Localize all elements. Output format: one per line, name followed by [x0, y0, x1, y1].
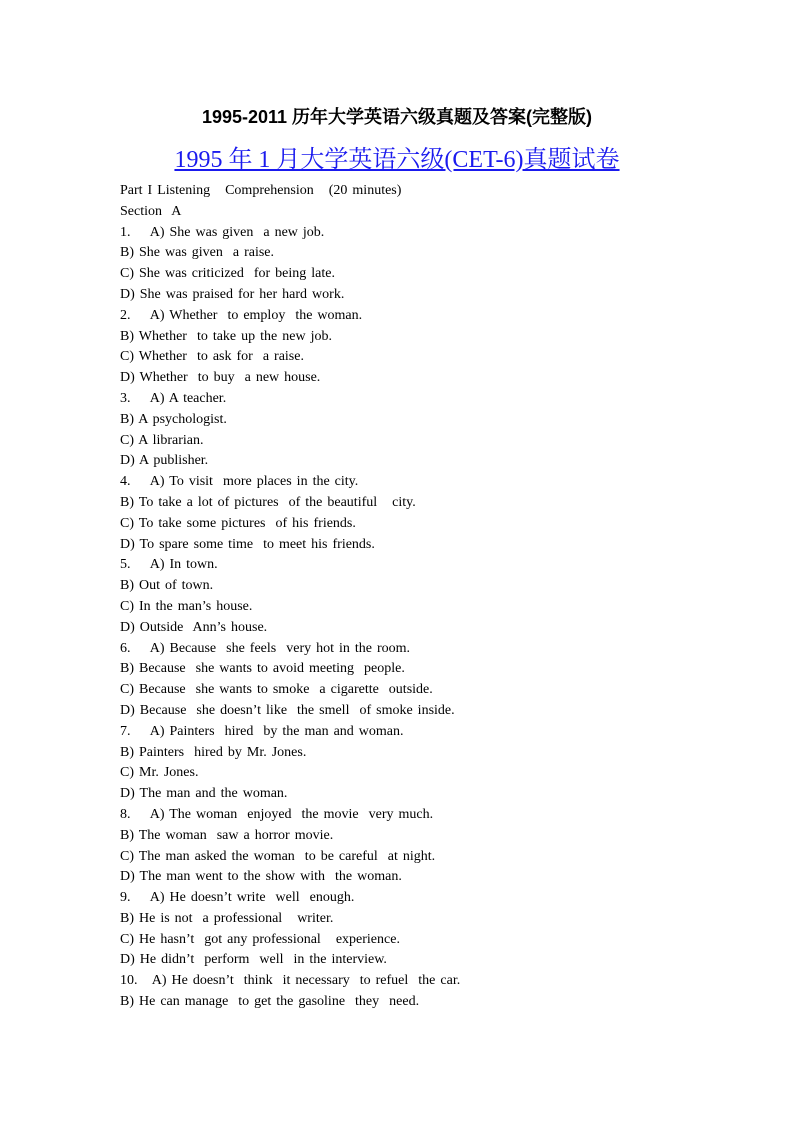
question-line: D) To spare some time to meet his friends. — [120, 536, 375, 552]
question-line: C) He hasn’t got any professional experience. — [120, 931, 400, 947]
question-line: 7. A) Painters hired by the man and woman. — [120, 723, 404, 739]
question-line: C) The man asked the woman to be careful at night. — [120, 848, 436, 864]
question-line: D) Outside Ann’s house. — [120, 619, 268, 635]
exam-title — [0, 143, 794, 177]
question-line: C) In the man’s house. — [120, 598, 253, 614]
question-line: D) The man went to the show with the woman. — [120, 869, 402, 885]
question-line: B) Painters hired by Mr. Jones. — [120, 744, 307, 760]
question-line: 6. A) Because she feels very hot in the room. — [120, 640, 411, 656]
question-line: D) A publisher. — [120, 453, 209, 469]
question-line: 8. A) The woman enjoyed the movie very much. — [120, 806, 434, 822]
question-line: 3. A) A teacher. — [120, 390, 227, 406]
question-line: 9. A) He doesn’t write well enough. — [120, 890, 355, 906]
question-line: 2. A) Whether to employ the woman. — [120, 307, 363, 323]
question-line: 5. A) In town. — [120, 557, 218, 573]
question-line: D) She was praised for her hard work. — [120, 286, 345, 302]
question-line: B) Whether to take up the new job. — [120, 328, 332, 344]
question-line: B) To take a lot of pictures of the beautiful city. — [120, 494, 416, 510]
part-heading: Part I Listening Comprehension (20 minutes) — [120, 183, 402, 198]
question-line: D) Because she doesn’t like the smell of smoke inside. — [120, 702, 455, 718]
question-line: D) Whether to buy a new house. — [120, 370, 321, 386]
question-line: C) To take some pictures of his friends. — [120, 515, 356, 531]
question-line: C) Mr. Jones. — [120, 765, 199, 781]
question-line: C) Because she wants to smoke a cigarette outside. — [120, 682, 433, 698]
question-line: C) A librarian. — [120, 432, 204, 448]
question-line: B) A psychologist. — [120, 411, 227, 427]
question-line: C) Whether to ask for a raise. — [120, 349, 304, 365]
question-line: B) Because she wants to avoid meeting people. — [120, 661, 405, 677]
question-line: B) He can manage to get the gasoline they need. — [120, 994, 420, 1010]
question-line: D) The man and the woman. — [120, 786, 288, 802]
question-line: B) She was given a raise. — [120, 245, 275, 261]
question-list — [120, 181, 720, 1013]
question-line: 10. A) He doesn’t think it necessary to refuel the car. — [120, 973, 461, 989]
document-title: 1995-2011 历年大学英语六级真题及答案(完整版) — [201, 107, 593, 127]
section-heading: Section A — [120, 203, 182, 219]
question-line: 1. A) She was given a new job. — [120, 224, 325, 240]
question-line: 4. A) To visit more places in the city. — [120, 474, 359, 490]
exam-title-link[interactable]: 1995 年 1 月大学英语六级(CET-6)真题试卷 — [174, 147, 620, 173]
question-line: C) She was criticized for being late. — [120, 266, 335, 282]
question-line: D) He didn’t perform well in the interview. — [120, 952, 387, 968]
question-line: B) He is not a professional writer. — [120, 910, 334, 926]
question-line: B) Out of town. — [120, 578, 214, 594]
question-line: B) The woman saw a horror movie. — [120, 827, 334, 843]
